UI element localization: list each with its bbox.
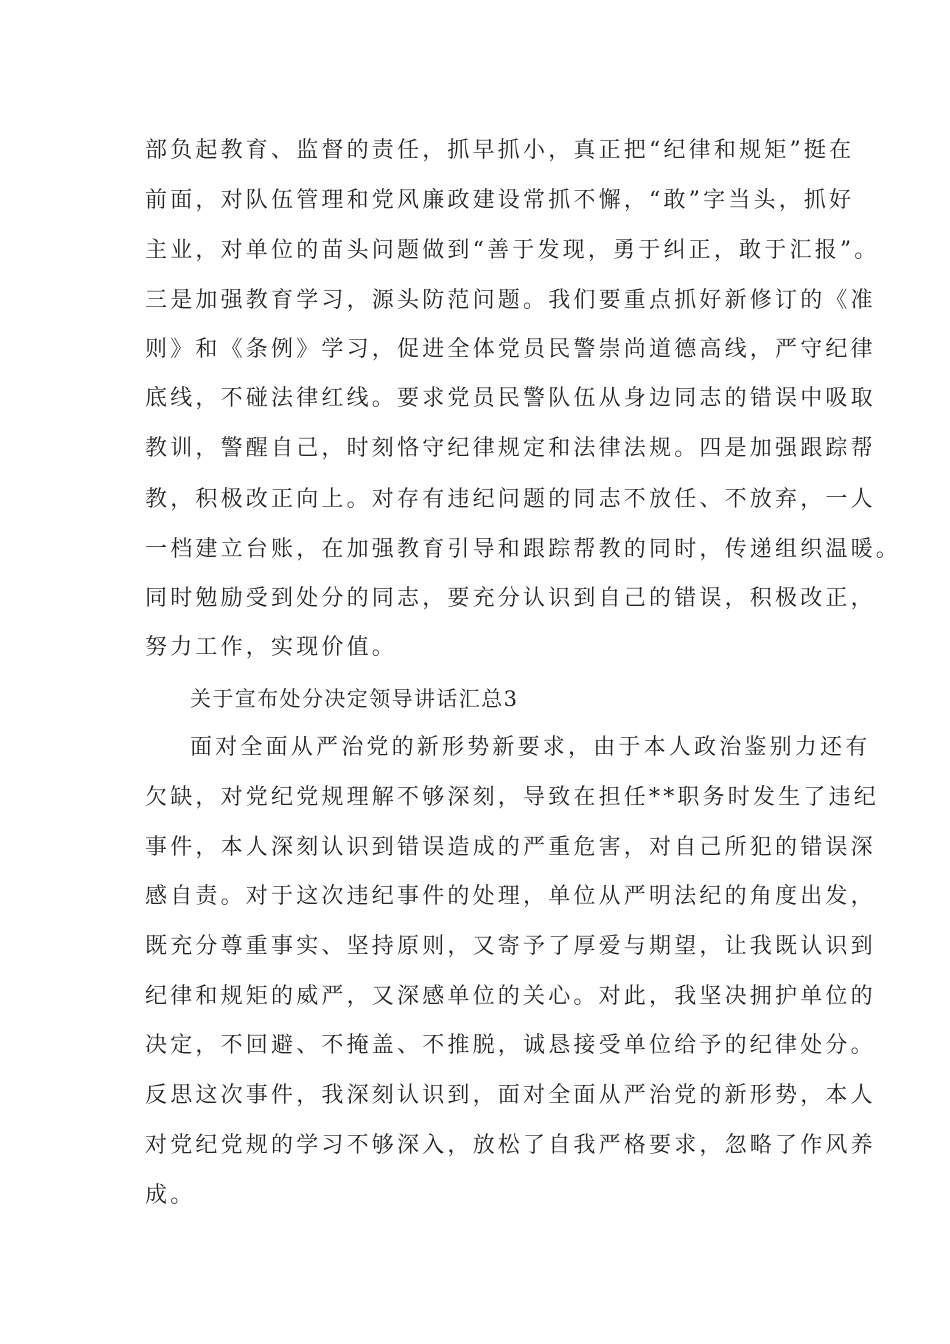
text-line-3: 主业，对单位的苗头问题做到“善于发现，勇于纠正，敢于汇报”。 <box>145 238 880 263</box>
text-line-19: 决定，不回避、不掩盖、不推脱，诚恳接受单位给予的纪律处分。 <box>145 1033 876 1058</box>
text-line-6: 底线，不碰法律红线。要求党员民警队伍从身边同志的错误中吸取 <box>145 386 876 411</box>
text-line-20: 反思这次事件，我深刻认识到，面对全面从严治党的新形势，本人 <box>145 1083 876 1108</box>
text-line-7: 教训，警醒自己，时刻恪守纪律规定和法律法规。四是加强跟踪帮 <box>145 436 876 461</box>
text-line-11: 努力工作，实现价值。 <box>145 635 398 660</box>
text-line-16: 感自责。对于这次违纪事件的处理，单位从严明法纪的角度出发， <box>145 884 876 909</box>
text-line-21: 对党纪党规的学习不够深入，放松了自我严格要求，忽略了作风养 <box>145 1133 876 1158</box>
section-heading: 关于宣布处分决定领导讲话汇总3 <box>190 687 519 711</box>
text-line-10: 同时勉励受到处分的同志，要充分认识到自己的错误，积极改正， <box>145 586 876 611</box>
text-line-17: 既充分尊重事实、坚持原则，又寄予了厚爱与期望，让我既认识到 <box>145 934 876 959</box>
text-line-4: 三是加强教育学习，源头防范问题。我们要重点抓好新修订的《准 <box>145 288 876 313</box>
text-line-2: 前面，对队伍管理和党风廉政建设常抓不懈，“敢”字当头，抓好 <box>145 188 855 213</box>
text-line-13: 面对全面从严治党的新形势新要求，由于本人政治鉴别力还有 <box>190 735 871 760</box>
text-line-15: 事件，本人深刻认识到错误造成的严重危害，对自己所犯的错误深 <box>145 835 876 860</box>
text-line-8: 教，积极改正向上。对存有违纪问题的同志不放任、不放弃，一人 <box>145 487 876 512</box>
text-line-5: 则》和《条例》学习，促进全体党员民警崇尚道德高线，严守纪律 <box>145 337 876 362</box>
text-line-1: 部负起教育、监督的责任，抓早抓小，真正把“纪律和规矩”挺在 <box>145 138 855 163</box>
text-line-14: 欠缺，对党纪党规理解不够深刻，导致在担任**职务时发生了违纪 <box>145 785 880 810</box>
text-line-9: 一档建立台账，在加强教育引导和跟踪帮教的同时，传递组织温暖。 <box>145 537 902 562</box>
text-line-22: 成。 <box>145 1183 196 1208</box>
text-line-18: 纪律和规矩的威严，又深感单位的关心。对此，我坚决拥护单位的 <box>145 984 876 1009</box>
